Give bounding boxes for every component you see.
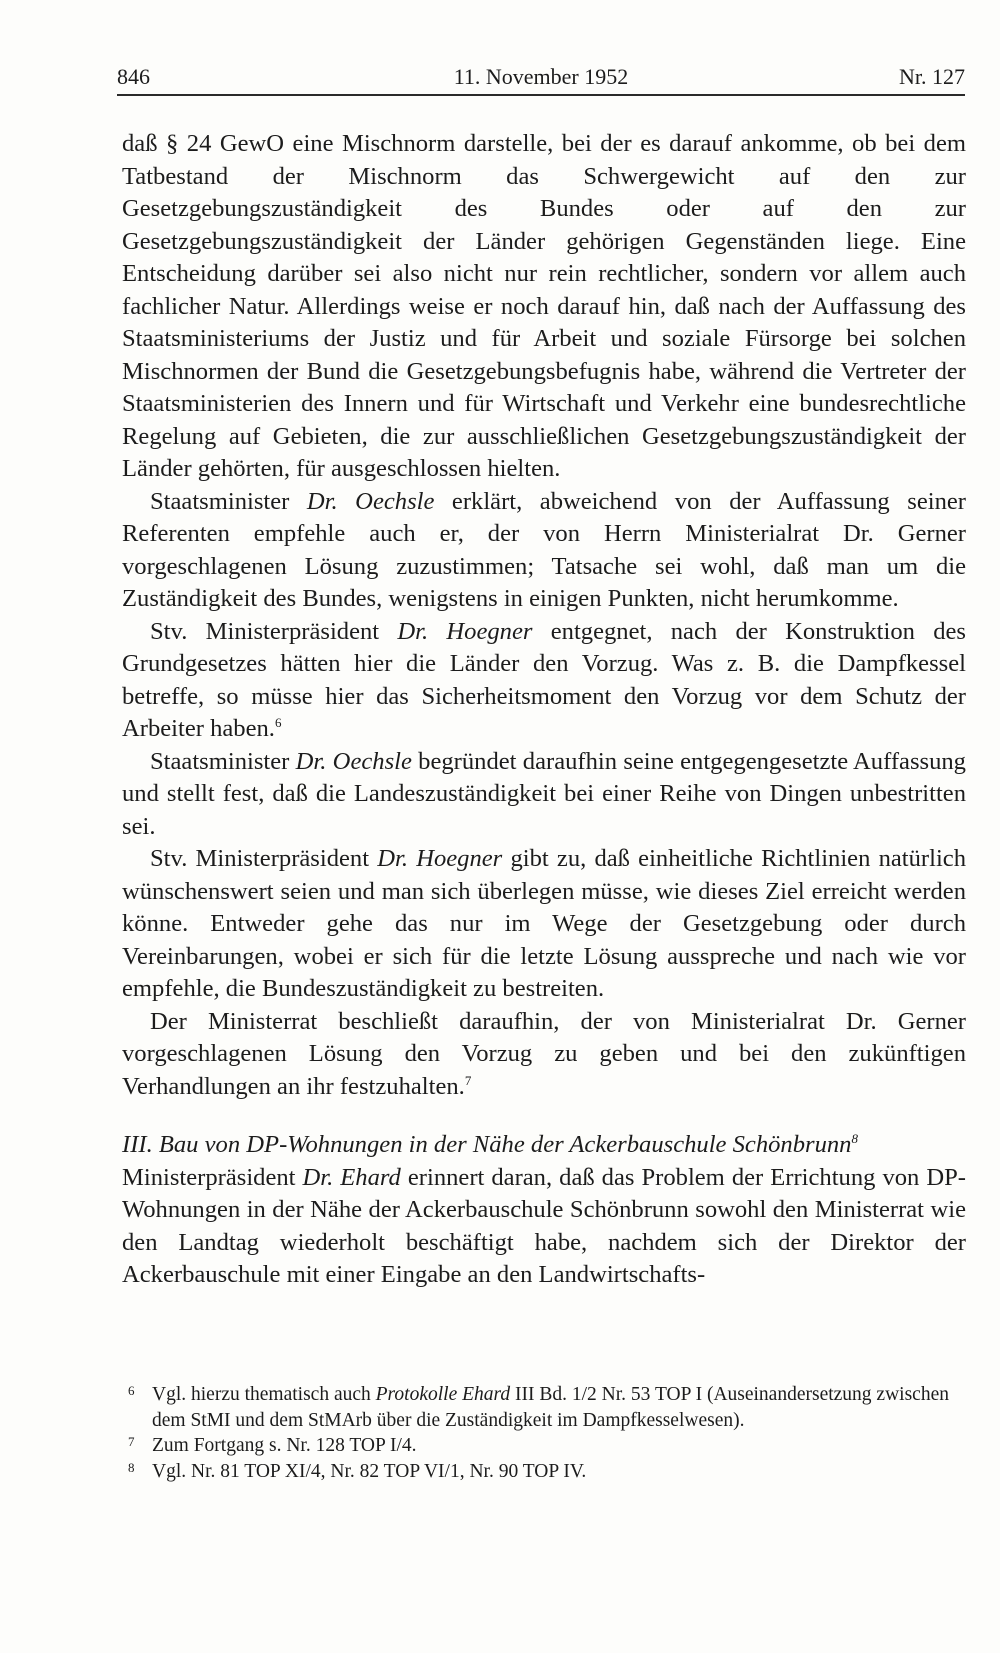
footnote-ref: 8 (851, 1130, 858, 1146)
paragraph: Stv. Ministerpräsident Dr. Hoegner gibt zu, daß einheitliche Richtlinien natürlich wünschenswert seien und man sich überlegen müsse, wie dieses Ziel erreicht werden könne. Entweder gehe das nur im Wege der Gesetzgebung oder durch Vereinbarungen, wobei er sich für die letzte Lösung ausspreche und nach wie vor empfehle, die Bundeszuständigkeit zu bestreiten. (122, 845, 966, 1002)
paragraph: Staatsminister Dr. Oechsle erklärt, abweichend von der Auffassung seiner Referenten empfehle auch er, der von Herrn Ministerialrat Dr. Gerner vorgeschlagenen Lösung zuzustimmen; Tatsache sei wohl, daß man um die Zuständigkeit des Bundes, wenigstens in einigen Punkten, nicht herumkomme. (122, 487, 966, 612)
document-number: Nr. 127 (899, 64, 965, 89)
footnote-ref: 6 (274, 714, 282, 730)
footnote-number: 7 (128, 1434, 135, 1449)
speaker-name: Dr. Hoegner (377, 845, 503, 872)
header-date: 11. November 1952 (453, 64, 629, 89)
paragraph: daß § 24 GewO eine Mischnorm darstelle, bei der es darauf ankomme, ob bei dem Tatbestand der Mischnorm das Schwergewicht auf den zur Gesetzgebungszuständigkeit des Bundes oder auf den zur Gesetzgebungszuständigkeit der Länder gehörigen Gegenständen liege. Eine Entscheidung darüber sei also nicht nur rein rechtlicher, sondern vor allem auch fachlicher Natur. Allerdings weise er noch darauf hin, daß nach der Auffassung des Staatsministeriums der Justiz und für Arbeit und soziale Fürsorge bei solchen Mischnormen der Bund die Gesetzgebungsbefugnis habe, während die Vertreter der Staatsministerien des Innern und für Wirtschaft und Verkehr eine bundesrechtliche Regelung auf Gebieten, die zur ausschließlichen Gesetzgebungszuständigkeit der Länder gehörten, für ausgeschlossen hielten. (122, 130, 966, 482)
page-number: 846 (117, 64, 150, 89)
footnote: 7 Zum Fortgang s. Nr. 128 TOP I/4. (122, 1433, 966, 1459)
footnote-ref: 7 (464, 1072, 472, 1088)
paragraph: Ministerpräsident Dr. Ehard erinnert daran, daß das Problem der Errichtung von DP-Wohnungen in der Nähe der Ackerbauschule Schönbrunn sowohl den Ministerrat wie den Landtag wiederholt beschäftigt habe, nachdem sich der Direktor der Ackerbauschule mit einer Eingabe an den Landwirtschafts- (122, 1163, 966, 1288)
paragraph: Der Ministerrat beschließt daraufhin, der von Ministerialrat Dr. Gerner vorgeschlagenen Lösung den Vorzug zu geben und bei den zukünftigen Verhandlungen an ihr festzuhalten.$^7$ (122, 1007, 966, 1100)
footnote: 8 Vgl. Nr. 81 TOP XI/4, Nr. 82 TOP VI/1, Nr. 90 TOP IV. (122, 1459, 966, 1485)
footnote-number: 8 (128, 1459, 135, 1475)
paragraph: Staatsminister Dr. Oechsle begründet daraufhin seine entgegengesetzte Auffassung und stellt fest, daß die Landeszuständigkeit bei einer Reihe von Dingen unbestritten sei. (122, 747, 966, 840)
footnote-number: 6 (128, 1383, 135, 1398)
page-header (117, 58, 965, 96)
footnotes (122, 1382, 966, 1484)
body-text (122, 128, 966, 1292)
speaker-name: Dr. Ehard (302, 1163, 401, 1191)
speaker-name: Dr. Hoegner (397, 617, 533, 645)
footnote: 6 Vgl. hierzu thematisch auch Protokolle Ehard III Bd. 1/2 Nr. 53 TOP I (Auseinandersetzung zwischen dem StMI und dem StMArb über die Zuständigkeit im Dampfkesselwesen). (122, 1382, 966, 1433)
speaker-name: Dr. Oechsle (306, 487, 435, 515)
paragraph: Stv. Ministerpräsident Dr. Hoegner entgegnet, nach der Konstruktion des Grundgesetzes hätten hier die Länder den Vorzug. Was z. B. die Dampfkessel betreffe, so müsse hier das Sicherheitsmoment den Vorzug vor dem Schutz der Arbeiter haben.$^6$ (122, 617, 966, 742)
section-heading: III. Bau von DP-Wohnungen in der Nähe der Ackerbauschule Schönbrunn$^8$ (122, 1130, 858, 1158)
speaker-name: Dr. Oechsle (295, 747, 412, 775)
